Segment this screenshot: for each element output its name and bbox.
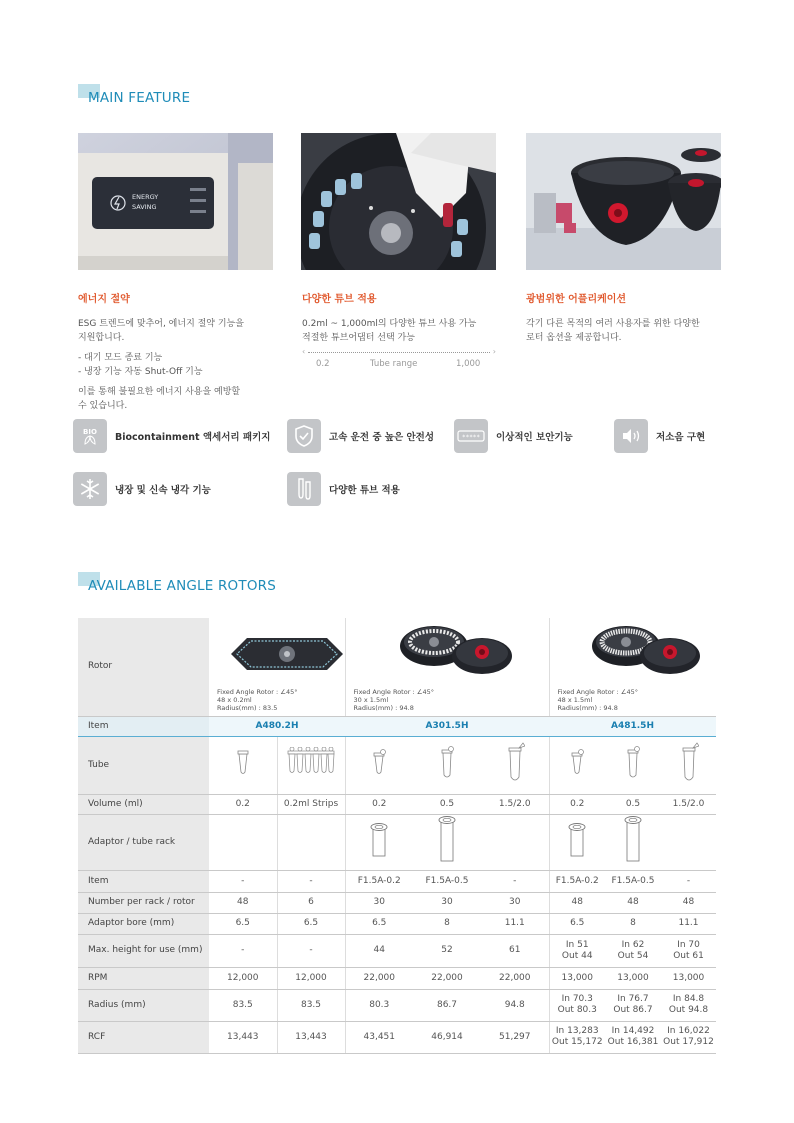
radius-cell: In 70.3 Out 80.3 xyxy=(549,989,605,1021)
feature-energy-title: 에너지 절약 xyxy=(78,294,130,305)
rotor-a301-caption: Fixed Angle Rotor : ∠45° 30 x 1.5ml Radius(mm) : 94.8 xyxy=(353,687,435,712)
svg-text:*****: ***** xyxy=(461,434,481,441)
feature-icon-cooling-label: 냉장 및 신속 냉각 기능 xyxy=(115,485,211,496)
tube-0.2-icon xyxy=(209,736,277,794)
energy-saving-photo xyxy=(78,133,273,270)
table-row-adaptor xyxy=(78,814,716,870)
shield-check-icon xyxy=(287,419,321,453)
rotor-a301-cell xyxy=(345,618,549,716)
bore-cell: 6.5 xyxy=(277,913,345,934)
rpm-cell: 13,000 xyxy=(549,967,605,989)
energy-panel-line2: SAVING xyxy=(132,203,157,211)
feature-icon-safety-label: 고속 운전 중 높은 안전성 xyxy=(329,432,434,443)
number-cell: 48 xyxy=(549,892,605,913)
tube-1.5-icon xyxy=(661,736,716,794)
table-row-tube xyxy=(78,736,716,794)
height-cell: - xyxy=(209,934,277,967)
tube-range-label: Tube range xyxy=(370,359,418,369)
rotor-a480-cell xyxy=(209,618,345,716)
height-cell: In 70 Out 61 xyxy=(661,934,716,967)
radius-cell: In 76.7 Out 86.7 xyxy=(605,989,661,1021)
tube-rotor-photo xyxy=(301,133,496,270)
adaptor-short-icon xyxy=(345,814,413,870)
volume-cell: 0.2 xyxy=(549,794,605,814)
feature-icon-tubes-label: 다양한 튜브 적용 xyxy=(329,485,400,496)
rpm-cell: 13,000 xyxy=(661,967,716,989)
table-row-rpm xyxy=(78,967,716,989)
rotor-a301-image xyxy=(386,620,526,682)
bore-cell: 6.5 xyxy=(209,913,277,934)
rcf-cell: 51,297 xyxy=(481,1021,549,1053)
rcf-cell: In 16,022 Out 17,912 xyxy=(661,1021,716,1053)
volume-cell: 0.2 xyxy=(345,794,413,814)
snowflake-icon xyxy=(73,472,107,506)
volume-cell: 1.5/2.0 xyxy=(481,794,549,814)
rcf-cell: 13,443 xyxy=(209,1021,277,1053)
rotor-a481-image xyxy=(586,620,706,682)
row-label-number: Number per rack / rotor xyxy=(78,892,209,913)
table-row-rcf xyxy=(78,1021,716,1053)
rcf-cell: 43,451 xyxy=(345,1021,413,1053)
adaptor-short-icon xyxy=(549,814,605,870)
rcf-cell: In 14,492 Out 16,381 xyxy=(605,1021,661,1053)
feature-tubes-title: 다양한 튜브 적용 xyxy=(302,294,377,305)
rotors-photo xyxy=(526,133,721,270)
adaptor-tall-icon xyxy=(605,814,661,870)
feature-icon-security xyxy=(454,419,573,453)
item-cell: F1.5A-0.5 xyxy=(605,870,661,892)
item-cell: - xyxy=(277,870,345,892)
number-cell: 48 xyxy=(209,892,277,913)
number-cell: 30 xyxy=(413,892,481,913)
model-a481: A481.5H xyxy=(549,716,716,736)
height-cell: 52 xyxy=(413,934,481,967)
tube-range-max: 1,000 xyxy=(456,359,481,369)
bore-cell: 6.5 xyxy=(549,913,605,934)
arrow-left-icon: ‹ xyxy=(302,347,306,356)
adaptor-tall-icon xyxy=(413,814,481,870)
feature-energy-desc: ESG 트렌드에 맞추어, 에너지 절약 기능을 지원합니다. xyxy=(78,319,244,343)
rotor-a481-cell xyxy=(549,618,716,716)
table-row-item2 xyxy=(78,870,716,892)
bio-icon xyxy=(73,419,107,453)
tube-0.5-icon xyxy=(605,736,661,794)
tube-0.2-icon xyxy=(549,736,605,794)
height-cell: In 62 Out 54 xyxy=(605,934,661,967)
item-cell: - xyxy=(661,870,716,892)
feature-applications-title: 광범위한 어플리케이션 xyxy=(526,294,627,305)
feature-icon-safety xyxy=(287,419,434,453)
number-cell: 48 xyxy=(661,892,716,913)
rpm-cell: 22,000 xyxy=(481,967,549,989)
item-cell: F1.5A-0.2 xyxy=(549,870,605,892)
feature-icon-noise xyxy=(614,419,705,453)
volume-cell: 0.5 xyxy=(413,794,481,814)
height-cell: - xyxy=(277,934,345,967)
table-row-height xyxy=(78,934,716,967)
feature-energy xyxy=(78,290,278,413)
rotor-a481-caption: Fixed Angle Rotor : ∠45° 48 x 1.5ml Radius(mm) : 94.8 xyxy=(557,687,639,712)
volume-cell: 1.5/2.0 xyxy=(661,794,716,814)
row-label-item2: Item xyxy=(78,870,209,892)
row-label-rpm: RPM xyxy=(78,967,209,989)
item-cell: F1.5A-0.5 xyxy=(413,870,481,892)
tube-strips-icon xyxy=(277,736,345,794)
bore-cell: 8 xyxy=(605,913,661,934)
height-cell: In 51 Out 44 xyxy=(549,934,605,967)
bore-cell: 11.1 xyxy=(661,913,716,934)
feature-icon-bio xyxy=(73,419,270,453)
tubes-icon xyxy=(287,472,321,506)
feature-icon-bio-label: Biocontainment 액세서리 패키지 xyxy=(115,432,271,443)
item-cell: - xyxy=(481,870,549,892)
radius-cell: 94.8 xyxy=(481,989,549,1021)
feature-icon-tubes xyxy=(287,472,400,506)
feature-tubes-desc: 0.2ml ~ 1,000ml의 다양한 튜브 사용 가능 적절한 튜브어댑터 선택 가능 xyxy=(302,319,477,343)
rotor-spec-table xyxy=(78,618,716,1054)
tube-range-scale xyxy=(302,347,496,375)
feature-energy-tail: 이를 통해 불필요한 에너지 사용을 예방할 수 있습니다. xyxy=(78,387,241,411)
rcf-cell: 13,443 xyxy=(277,1021,345,1053)
model-a301: A301.5H xyxy=(345,716,549,736)
radius-cell: 83.5 xyxy=(277,989,345,1021)
tube-range-min: 0.2 xyxy=(316,359,330,369)
rpm-cell: 22,000 xyxy=(345,967,413,989)
password-icon xyxy=(454,419,488,453)
energy-panel-line1: ENERGY xyxy=(132,193,159,201)
rotor-a480-image xyxy=(227,626,347,684)
volume-cell: 0.5 xyxy=(605,794,661,814)
rcf-cell: In 13,283 Out 15,172 xyxy=(549,1021,605,1053)
radius-cell: 83.5 xyxy=(209,989,277,1021)
row-label-bore: Adaptor bore (mm) xyxy=(78,913,209,934)
sound-icon xyxy=(614,419,648,453)
arrow-right-icon: › xyxy=(492,347,496,356)
row-label-volume: Volume (ml) xyxy=(78,794,209,814)
bore-cell: 6.5 xyxy=(345,913,413,934)
row-label-adaptor: Adaptor / tube rack xyxy=(78,814,209,870)
rotor-a480-caption: Fixed Angle Rotor : ∠45° 48 x 0.2ml Radius(mm) : 83.5 xyxy=(217,687,298,712)
table-row-number xyxy=(78,892,716,913)
radius-cell: 80.3 xyxy=(345,989,413,1021)
feature-icon-security-label: 이상적인 보안기능 xyxy=(496,432,573,443)
rpm-cell: 13,000 xyxy=(605,967,661,989)
tube-0.5-icon xyxy=(413,736,481,794)
feature-applications-desc: 각기 다른 목적의 여러 사용자를 위한 다양한 로터 옵션을 제공합니다. xyxy=(526,319,700,343)
table-row-volume xyxy=(78,794,716,814)
row-label-rcf: RCF xyxy=(78,1021,209,1053)
height-cell: 61 xyxy=(481,934,549,967)
tube-0.2-icon xyxy=(345,736,413,794)
feature-applications xyxy=(526,290,726,345)
tube-1.5-icon xyxy=(481,736,549,794)
feature-tubes xyxy=(302,290,502,345)
item-cell: F1.5A-0.2 xyxy=(345,870,413,892)
rotors-title: AVAILABLE ANGLE ROTORS xyxy=(88,578,276,594)
row-label-radius: Radius (mm) xyxy=(78,989,209,1021)
row-label-item: Item xyxy=(78,716,209,736)
table-row-rotor xyxy=(78,618,716,716)
item-cell: - xyxy=(209,870,277,892)
feature-energy-bullets: - 대기 모드 종료 기능 - 냉장 기능 자동 Shut-Off 기능 xyxy=(78,353,203,377)
rpm-cell: 22,000 xyxy=(413,967,481,989)
main-feature-title: MAIN FEATURE xyxy=(88,90,191,106)
rpm-cell: 12,000 xyxy=(209,967,277,989)
row-label-rotor: Rotor xyxy=(78,618,209,716)
bore-cell: 8 xyxy=(413,913,481,934)
model-a480: A480.2H xyxy=(209,716,345,736)
svg-text:BIO: BIO xyxy=(83,428,97,436)
row-label-height: Max. height for use (mm) xyxy=(78,934,209,967)
rcf-cell: 46,914 xyxy=(413,1021,481,1053)
number-cell: 30 xyxy=(345,892,413,913)
row-label-tube: Tube xyxy=(78,736,209,794)
volume-cell: 0.2 xyxy=(209,794,277,814)
number-cell: 30 xyxy=(481,892,549,913)
rpm-cell: 12,000 xyxy=(277,967,345,989)
radius-cell: 86.7 xyxy=(413,989,481,1021)
number-cell: 6 xyxy=(277,892,345,913)
number-cell: 48 xyxy=(605,892,661,913)
volume-cell: 0.2ml Strips xyxy=(277,794,345,814)
table-row-model xyxy=(78,716,716,736)
bore-cell: 11.1 xyxy=(481,913,549,934)
table-row-radius xyxy=(78,989,716,1021)
table-row-bore xyxy=(78,913,716,934)
height-cell: 44 xyxy=(345,934,413,967)
feature-icon-cooling xyxy=(73,472,211,506)
radius-cell: In 84.8 Out 94.8 xyxy=(661,989,716,1021)
feature-icon-noise-label: 저소음 구현 xyxy=(656,432,706,443)
